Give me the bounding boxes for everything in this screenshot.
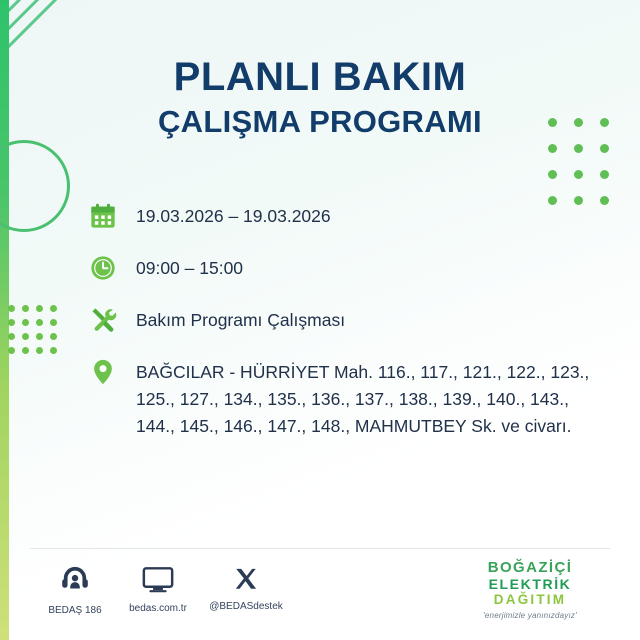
calendar-icon: [86, 200, 120, 232]
brand-slogan: 'enerjimizle yanınızdayız': [483, 610, 577, 620]
headset-icon: [59, 564, 91, 596]
footer-divider: [30, 548, 610, 549]
location-pin-icon: [86, 356, 120, 388]
title-line-2: ÇALIŞMA PROGRAMI: [158, 104, 482, 140]
brand-line-2: ELEKTRİK: [488, 575, 572, 592]
x-twitter-icon: [233, 566, 259, 592]
footer-phone-label: BEDAŞ 186: [48, 605, 102, 616]
title-line-1: PLANLI BAKIM: [173, 55, 467, 99]
brand-line-1: BOĞAZİÇİ: [487, 559, 573, 576]
detail-row-worktype: [86, 304, 606, 336]
footer: [30, 560, 610, 630]
detail-address-text: BAĞCILAR - HÜRRİYET Mah. 116., 117., 121., 122., 123., 125., 127., 134., 135., 136., 137., 138., 139., 140., 143., 144., 145., 146., 147., 148., MAHMUTBEY Sk. ve civarı.: [136, 362, 590, 437]
page-title: [0, 56, 640, 139]
brand-logo: [450, 560, 610, 620]
decorative-circle: [0, 140, 70, 232]
detail-worktype-text: Bakım Programı Çalışması: [136, 310, 346, 330]
detail-date-text: 19.03.2026 – 19.03.2026: [136, 206, 331, 226]
details-list: [86, 200, 606, 460]
footer-contact-website[interactable]: [118, 566, 198, 614]
brand-line-3: DAĞITIM: [493, 592, 567, 608]
footer-website-label: bedas.com.tr: [129, 603, 187, 614]
footer-contact-x[interactable]: [198, 566, 294, 612]
footer-contact-phone[interactable]: [40, 564, 110, 616]
clock-icon: [86, 252, 120, 284]
detail-row-time: [86, 252, 606, 284]
detail-row-date: [86, 200, 606, 232]
detail-time-text: 09:00 – 15:00: [136, 258, 244, 278]
tools-icon: [86, 304, 120, 336]
footer-x-label: @BEDASdestek: [209, 601, 283, 612]
monitor-icon: [142, 566, 174, 594]
detail-row-address: [86, 356, 606, 440]
